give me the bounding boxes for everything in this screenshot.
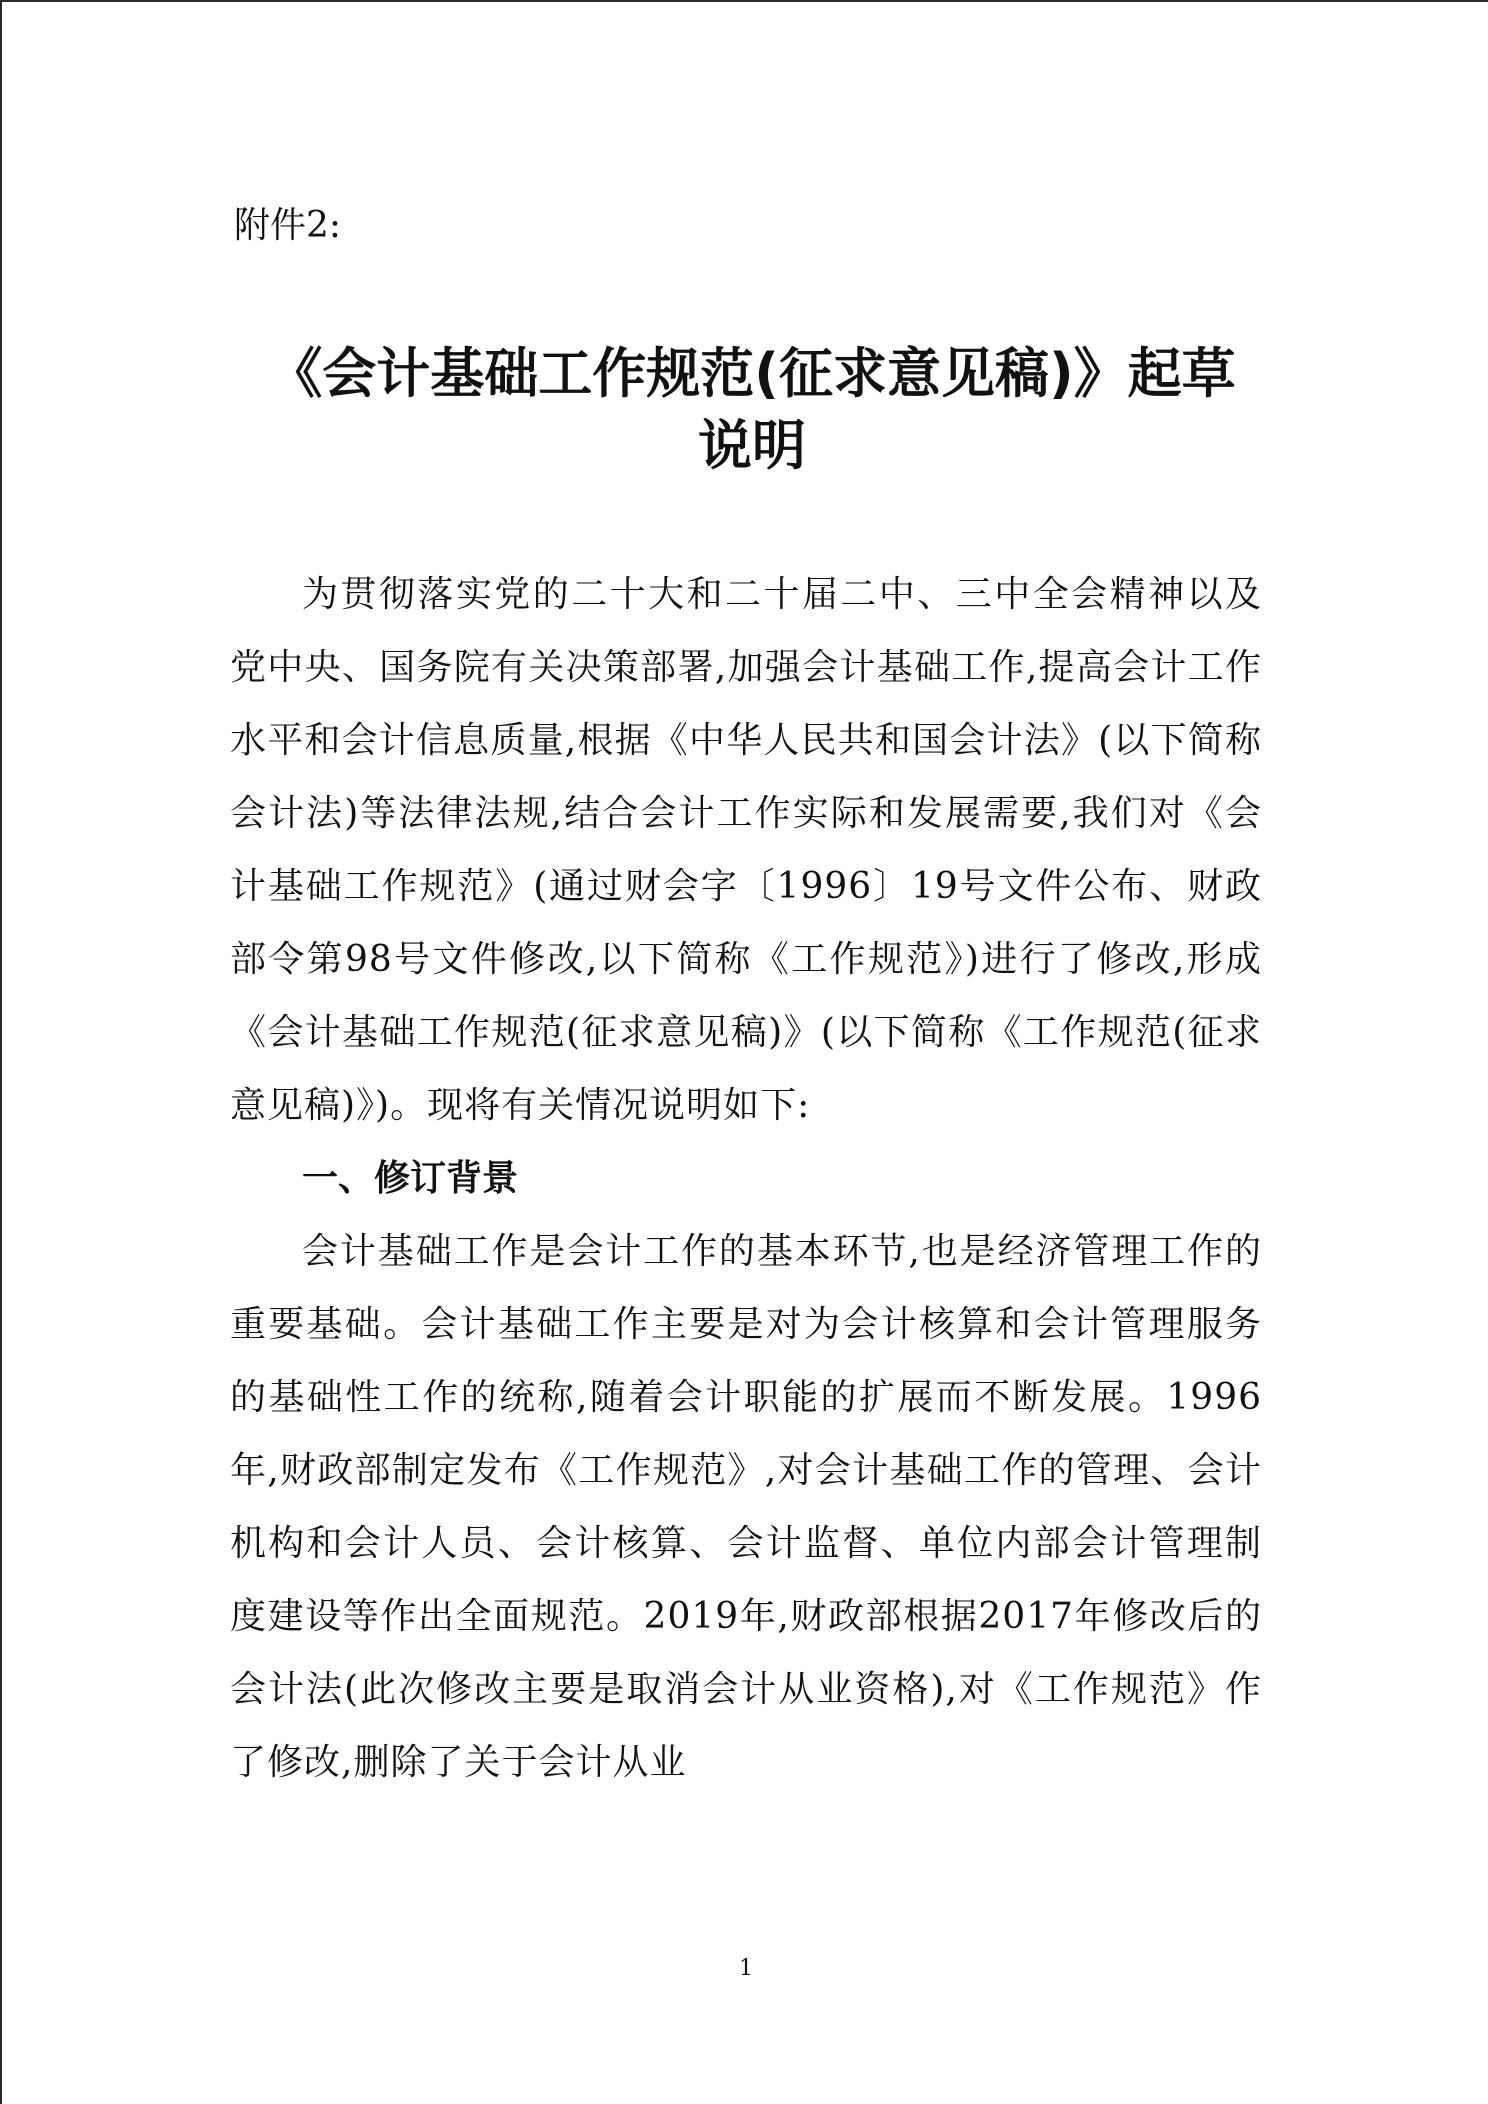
background-paragraph: 会计基础工作是会计工作的基本环节,也是经济管理工作的重要基础。会计基础工作主要是对为会计核算和会计管理服务的基础性工作的统称,随着会计职能的扩展而不断发展。1996年,财政部制定发布《工作规范》,对会计基础工作的管理、会计机构和会计人员、会计核算、会计监督、单位内部会计管理制度建设等作出全面规范。2019年,财政部根据2017年修改后的会计法(此次修改主要是取消会计从业资格),对《工作规范》作了修改,删除了关于会计从业 [230, 1231, 1262, 1783]
page-number: 1 [739, 1956, 753, 1981]
section-heading-background: 一、修订背景 [302, 1158, 519, 1199]
document-title [202, 338, 1302, 482]
title-line-1: 《会计基础工作规范(征求意见稿)》起草 [268, 342, 1236, 405]
title-line-2: 说明 [698, 414, 806, 477]
document-body [230, 558, 1262, 1799]
intro-paragraph: 为贯彻落实党的二十大和二十届二中、三中全会精神以及党中央、国务院有关决策部署,加强会计基础工作,提高会计工作水平和会计信息质量,根据《中华人民共和国会计法》(以下简称会计法)等法律法规,结合会计工作实际和发展需要,我们对《会计基础工作规范》(通过财会字〔1996〕19号文件公布、财政部令第98号文件修改,以下简称《工作规范》)进行了修改,形成《会计基础工作规范(征求意见稿)》(以下简称《工作规范(征求意见稿)》)。现将有关情况说明如下: [230, 574, 1262, 1126]
attachment-label: 附件2: [234, 205, 342, 246]
